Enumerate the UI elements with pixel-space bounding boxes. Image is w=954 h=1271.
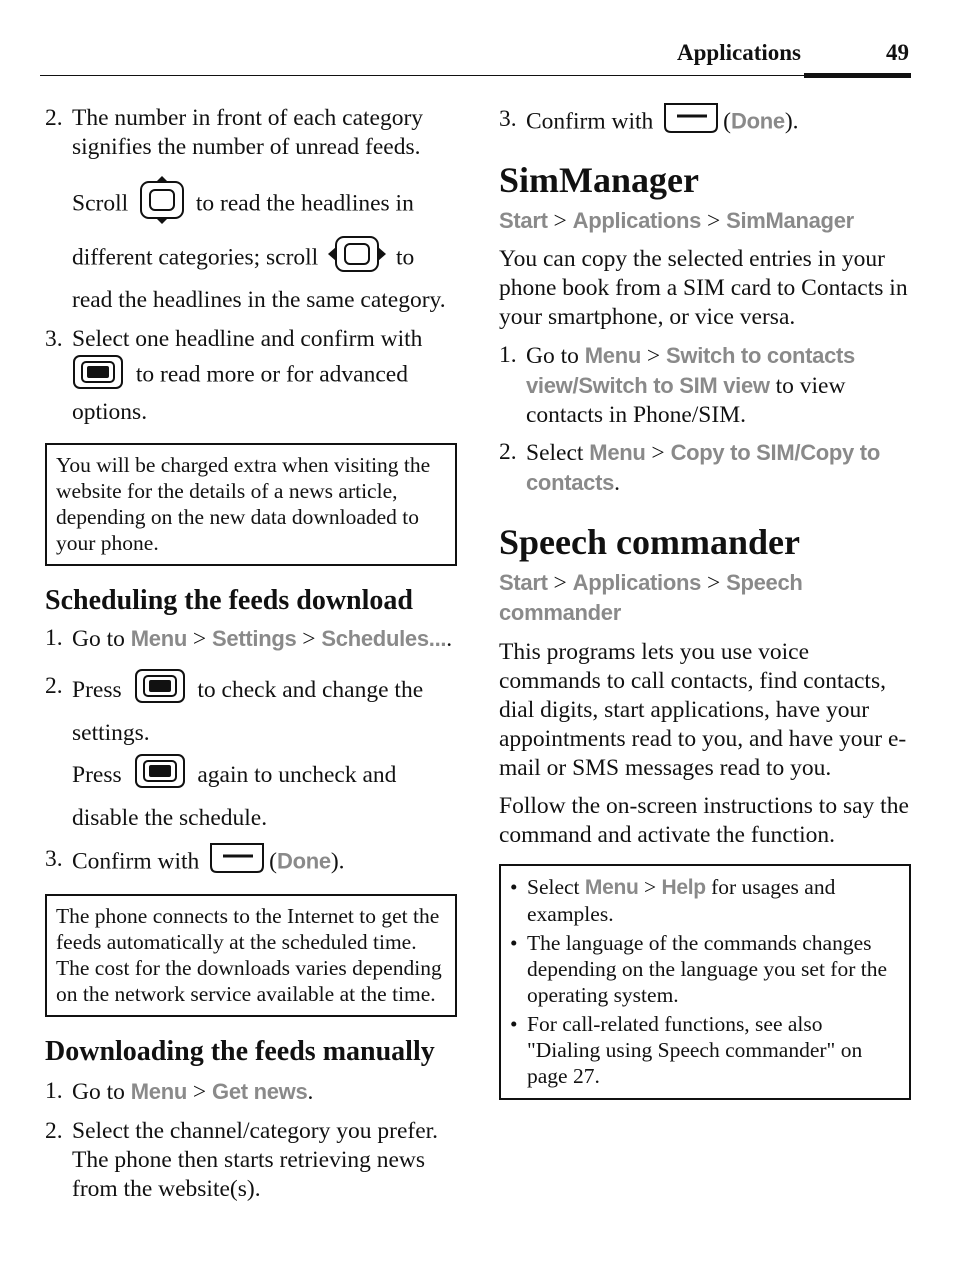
list-item: 2. Select the channel/category you prefer. The phone then starts retrieving news from the website(s). bbox=[45, 1118, 439, 1202]
section-heading-speech: Speech commander bbox=[499, 522, 800, 562]
section-heading-scheduling: Scheduling the feeds download bbox=[45, 585, 413, 616]
speech-path: Start > Applications > Speech commander bbox=[499, 570, 803, 625]
right-column bbox=[499, 100, 911, 1100]
nav-key-up-down-icon bbox=[138, 176, 186, 234]
header-rule bbox=[40, 75, 911, 76]
tips-list bbox=[510, 874, 900, 1089]
get-news-label: Get news bbox=[212, 1079, 308, 1104]
list-item: 1. Go to Menu > Switch to contacts view/Switch to SIM view to view contacts in Phone/SIM. bbox=[499, 342, 855, 428]
charges-note: You will be charged extra when visiting the website for the details of a news article, depending on the new data downloaded to your phone. bbox=[45, 443, 457, 566]
list-item: 2. Select Menu > Copy to SIM/Copy to contacts. bbox=[499, 439, 880, 496]
center-key-icon bbox=[134, 753, 186, 800]
list-item: 1. Go to Menu > Get news. bbox=[45, 1078, 314, 1105]
nav-key-left-right-icon bbox=[328, 234, 386, 284]
simmanager-path: Start > Applications > SimManager bbox=[499, 208, 854, 234]
center-key-icon bbox=[72, 354, 124, 398]
list-item: • The language of the commands changes depending on the language you set for the operating system. bbox=[510, 931, 888, 1007]
menu-label: Menu bbox=[130, 626, 187, 651]
speech-instructions: Follow the on-screen instructions to say the command and activate the function. bbox=[499, 793, 909, 848]
scheduling-steps-list bbox=[45, 624, 457, 884]
menu-label: Menu bbox=[130, 1079, 187, 1104]
internet-cost-note: The phone connects to the Internet to get the feeds automatically at the scheduled time. The cost for the downloads varies depending on the network service available at the time. bbox=[45, 894, 457, 1017]
done-label: Done bbox=[277, 848, 331, 874]
list-item: 3. Select one headline and confirm with to read more or for advanced options. bbox=[45, 326, 423, 425]
schedules-label: Schedules... bbox=[321, 626, 447, 651]
softkey-icon bbox=[663, 102, 719, 144]
list-item: 3. Confirm with (Done). bbox=[499, 102, 911, 144]
settings-label: Settings bbox=[212, 626, 297, 651]
continued-steps-list bbox=[499, 102, 911, 144]
header-rule-thick bbox=[804, 73, 911, 78]
left-column bbox=[45, 100, 457, 1204]
manual-steps-list bbox=[45, 1077, 457, 1204]
softkey-icon bbox=[209, 842, 265, 884]
simmanager-description: You can copy the selected entries in your phone book from a SIM card to Contacts in your smartphone, or vice versa. bbox=[499, 246, 908, 330]
section-title: Applications bbox=[677, 40, 801, 65]
page-header bbox=[40, 38, 911, 78]
list-item: 3. Confirm with (Done). bbox=[45, 842, 457, 884]
done-label: Done bbox=[731, 108, 785, 134]
center-key-icon bbox=[134, 668, 186, 715]
section-heading-manual: Downloading the feeds manually bbox=[45, 1036, 435, 1067]
section-heading-simmanager: SimManager bbox=[499, 160, 699, 200]
list-item: • Select Menu > Help for usages and examples. bbox=[510, 875, 836, 926]
list-item: 1. Go to Menu > Settings > Schedules.... bbox=[45, 625, 453, 652]
list-item: 2. The number in front of each category signifies the number of unread feeds. Scroll to read the headlines in different categories; scroll to read the headlines in the same category. bbox=[45, 105, 446, 313]
list-item: • For call-related functions, see also "Dialing using Speech commander" on page 27. bbox=[510, 1012, 863, 1088]
speech-description: This programs lets you use voice commands to call contacts, find contacts, dial digits, start applications, have your appointments read to you, and have your e-mail or SMS messages read to you. bbox=[499, 639, 907, 781]
speech-tips-note bbox=[499, 864, 911, 1100]
feeds-steps-list bbox=[45, 104, 457, 427]
page-number: 49 bbox=[886, 40, 909, 65]
list-item: 2. Press to check and change the settings. Press again to uncheck and disable the schedule. bbox=[45, 668, 457, 836]
simmanager-steps-list bbox=[499, 341, 911, 498]
